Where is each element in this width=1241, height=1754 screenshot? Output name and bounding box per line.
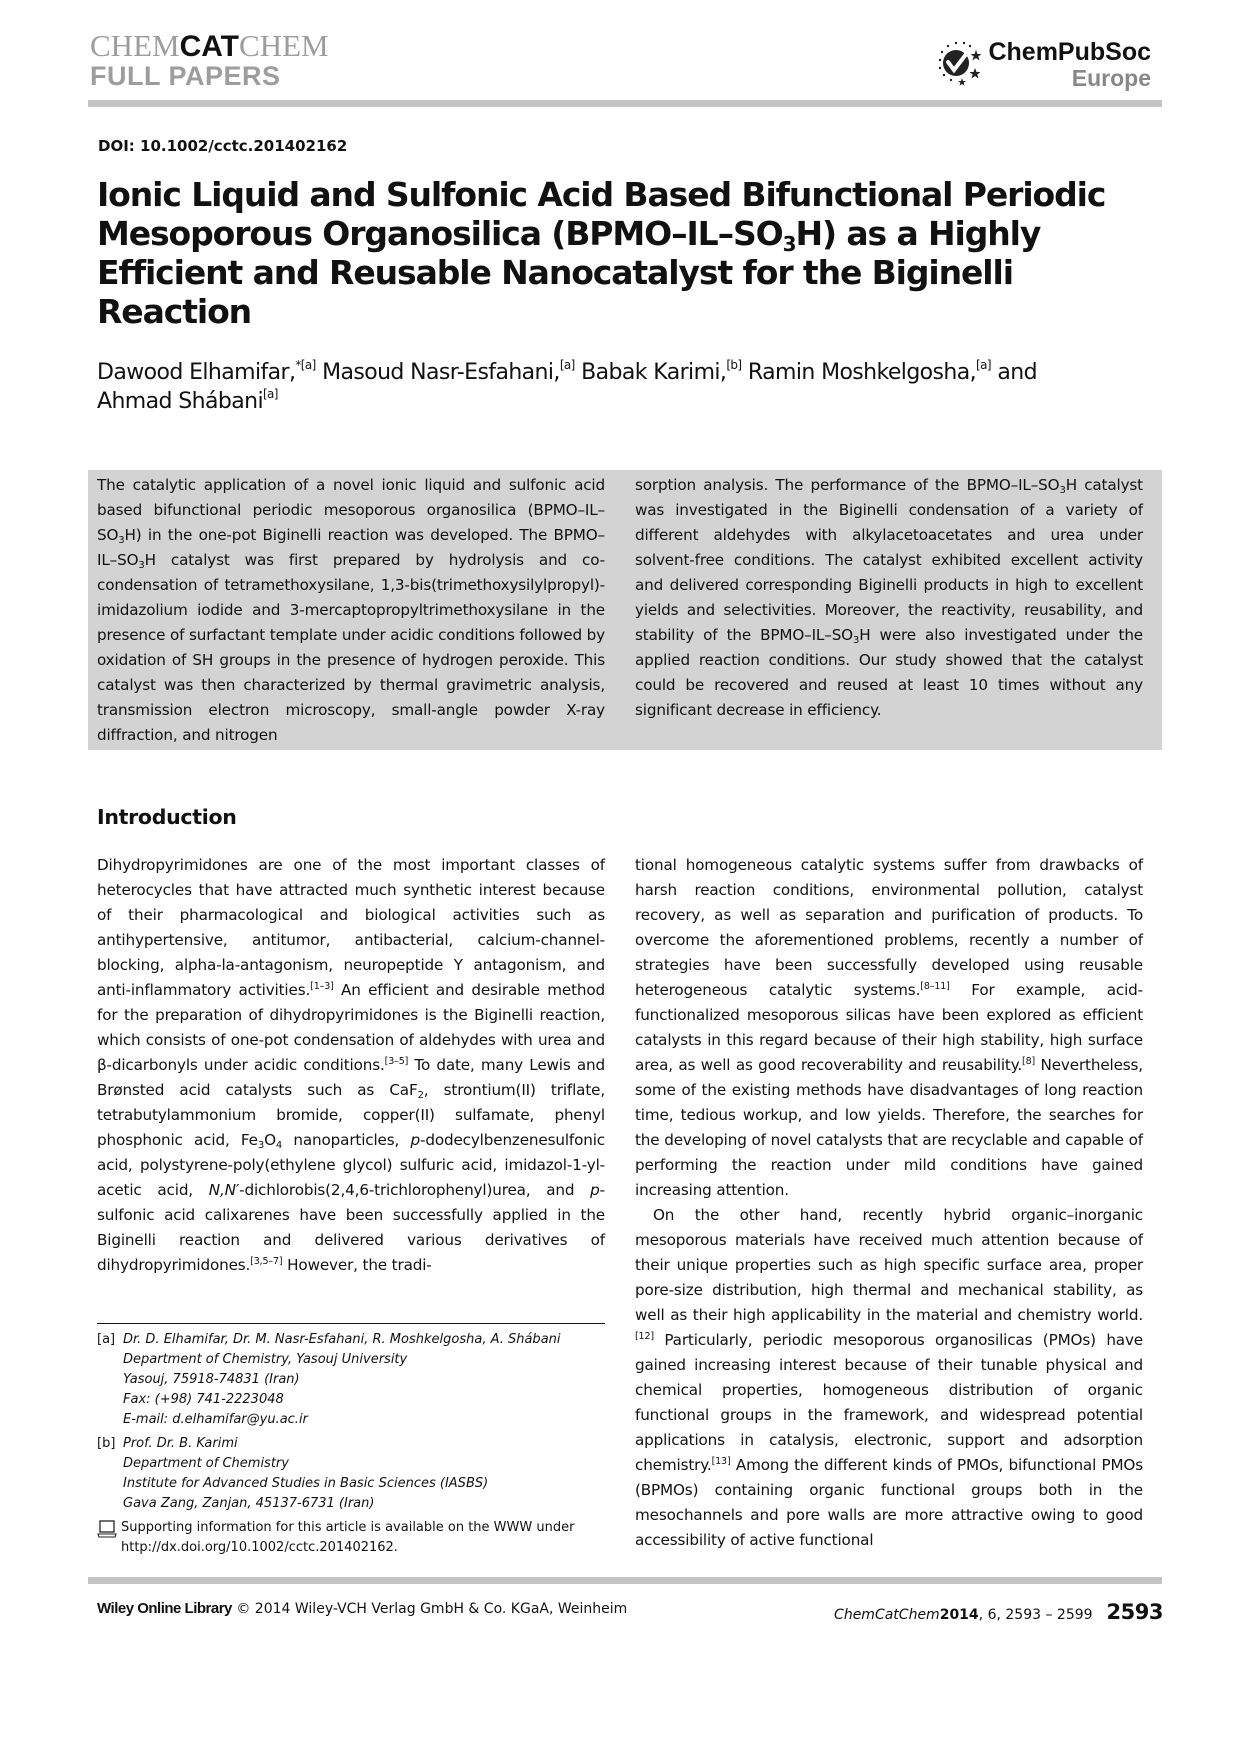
title-line: H) as a Highly [795,214,1041,253]
footer-copyright [97,1600,627,1617]
citation-link[interactable]: [13] [711,1456,731,1467]
wiley-online-library-link[interactable]: Wiley Online Library [97,1600,232,1617]
body-text: Particularly, periodic mesoporous organosilicas (PMOs) have gained increasing interest because of their tunable physical and chemical properties, homogeneous distribution of organic functional groups in the framework, and widespread potential applications in catalysis, electronic, support and adsorption chemistry. [635,1331,1143,1474]
year: 2014 [939,1607,979,1623]
body-text: -dodecylbenzenesulfonic acid, polystyrene-poly(ethylene glycol) sulfuric acid, imidazol-1-yl-acetic acid, [97,1131,605,1199]
body-text: On the other hand, recently hybrid organic–inorganic mesoporous materials have received much attention because of their unique properties such as high specific surface area, proper pore-size distribution, high thermal and mechanical stability, as well as their high applicability in the material and chemistry world. [635,1206,1143,1324]
author-list [97,358,1177,416]
paragraph [635,1203,1143,1553]
title-subscript: 3 [782,232,796,256]
publisher-logo [936,40,1151,90]
page-number: 2593 [1106,1600,1163,1624]
body-text: , strontium(II) triflate, tetrabutylammonium bromide, copper(II) sulfamate, phenyl phosphonic acid, Fe [97,1081,605,1149]
subscript: 3 [852,635,860,646]
citation-link[interactable]: [3,5–7] [250,1256,283,1267]
citation-link[interactable]: [3–5] [384,1056,409,1067]
subscript: 4 [275,1140,283,1151]
abstract-text: H) in the one-pot Biginelli reaction was developed. The BPMO–IL–SO [97,526,605,569]
email-link[interactable]: E-mail: d.elhamifar@yu.ac.ir [123,1412,308,1427]
title-line: Mesoporous Organosilica (BPMO–IL–SO [97,214,783,253]
subscript: 3 [118,535,125,546]
italic-text: p [410,1131,420,1149]
title-line: Ionic Liquid and Sulfonic Acid Based Bifunctional Periodic [97,175,1106,214]
affiliation-line: Department of Chemistry, Yasouj University [123,1352,408,1367]
affiliation-line: Department of Chemistry [123,1456,289,1471]
abstract-text: The catalytic application of a novel ionic liquid and sulfonic acid based bifunctional periodic mesoporous organosilica (BPMO–IL–SO [97,476,605,544]
body-text: For example, acid-functionalized mesoporous silicas have been explored as efficient catalysts in this regard because of their high stability, high surface area, as well as good recoverability and reusability. [635,981,1143,1074]
abstract-text: H were also investigated under the applied reaction conditions. Our study showed that the catalyst could be recovered and reused at least 10 times without any significant decrease in efficiency. [635,626,1143,719]
checkmark-stars-logo-icon [936,40,984,86]
citation-link[interactable]: [1–3] [310,981,334,992]
subscript: 3 [257,1140,265,1151]
italic-text: N,N′ [208,1181,240,1199]
abstract-right-column [635,473,1143,723]
body-text: nanoparticles, [282,1131,411,1149]
body-text: Among the different kinds of PMOs, bifunctional PMOs (BPMOs) containing organic functional groups both in the mesochannels and pore walls are more attractive owing to good accessibility of active functional [635,1456,1143,1549]
author-affiliation-mark: [a] [559,358,575,372]
affiliation-line: Yasouj, 75918-74831 (Iran) [123,1372,300,1387]
affiliation-line: Gava Zang, Zanjan, 45137-6731 (Iran) [123,1496,375,1511]
section-label: FULL PAPERS [90,61,281,91]
affiliation-footnotes [97,1330,617,1558]
title-line: Efficient and Reusable Nanocatalyst for the Biginelli [97,253,1013,292]
citation-link[interactable]: [8–11] [920,981,950,992]
abstract-text: sorption analysis. The performance of the BPMO–IL–SO [635,476,1060,494]
body-text: O [264,1131,276,1149]
supporting-info-note [97,1518,617,1558]
body-text: -sulfonic acid calixarenes have been successfully applied in the Biginelli reaction and delivered various derivatives of dihydropyrimidones. [97,1181,605,1274]
body-text: Nevertheless, some of the existing methods have disadvantages of long reaction time, tedious workup, and low yields. Therefore, the searches for the developing of novel catalysts that are recyclable and capable of performing the reaction under mild conditions have gained increasing attention. [635,1056,1143,1199]
author-name: Babak Karimi, [581,360,727,385]
supporting-info-text [121,1518,574,1558]
brand-part-chem2: CHEM [239,28,329,63]
abstract-text: H catalyst was first prepared by hydrolysis and co-condensation of tetramethoxysilane, 1,3-bis(trimethoxysilylpropyl)-imidazolium iodide and 3-mercaptopropyltrimethoxysilane in the presence of surfactant template under acidic conditions followed by oxidation of SH groups in the presence of hydrogen peroxide. This catalyst was then characterized by thermal gravimetric analysis, transmission electron microscopy, small-angle powder X-ray diffraction, and nitrogen [97,551,605,744]
paragraph [97,853,605,1278]
affiliation-line: Institute for Advanced Studies in Basic Sciences (IASBS) [123,1476,489,1491]
citation-link[interactable]: [8] [1022,1056,1036,1067]
affiliation-line: Fax: (+98) 741-2223048 [123,1392,284,1407]
body-text: -dichlorobis(2,4,6-trichlorophenyl)urea, and [239,1181,591,1199]
supporting-info-link[interactable]: http://dx.doi.org/10.1002/cctc.201402162. [121,1540,398,1555]
author-name: Ramin Moshkelgosha, [747,360,977,385]
section-heading-introduction: Introduction [97,805,237,829]
doi: DOI: 10.1002/cctc.201402162 [98,137,348,155]
body-text: An efficient and desirable method for the preparation of dihydropyrimidones is the Biginelli reaction, which consists of one-pot condensation of aldehydes with urea and β-dicarbonyls under acidic conditions. [97,981,605,1074]
author-conjunction: and [997,360,1037,385]
author-affiliation-mark: [b] [726,358,742,372]
publisher-name-line2: Europe [1071,65,1151,91]
affiliation-label: [a] [97,1332,116,1347]
affiliation-b [97,1434,617,1514]
laptop-icon [97,1518,121,1558]
body-text: Dihydropyrimidones are one of the most important classes of heterocycles that have attracted much synthetic interest because of their pharmacological and biological activities such as antihypertensive, antitumor, antibacterial, calcium-channel-blocking, alpha-la-antagonism, neuropeptide Y antagonism, and anti-inflammatory activities. [97,856,605,999]
body-right-column [635,853,1143,1553]
author-name: Masoud Nasr-Esfahani, [322,360,560,385]
footnote-divider [97,1323,605,1324]
body-text: However, the tradi- [282,1256,432,1274]
affiliation-line: Dr. D. Elhamifar, Dr. M. Nasr-Esfahani, R. Moshkelgosha, A. Shábani [123,1332,561,1347]
journal-name [90,30,329,62]
brand-part-chem: CHEM [90,28,180,63]
body-left-column [97,853,605,1278]
article-title [97,175,1177,331]
paragraph [635,853,1143,1203]
footer-divider [88,1577,1162,1584]
footer-citation [834,1600,1163,1624]
header-divider [88,100,1162,107]
subscript: 3 [138,560,145,571]
subscript: 3 [1059,485,1066,496]
author-name: Ahmad Shábani [97,389,263,414]
affiliation-body [123,1330,561,1430]
affiliation-label: [b] [97,1436,116,1451]
volume-pages: , 6, 2593 – 2599 [978,1607,1093,1623]
journal-abbrev: ChemCatChem [834,1607,940,1623]
supporting-info-line: Supporting information for this article is available on the WWW under [121,1520,575,1535]
author-affiliation-mark: *[a] [295,358,316,372]
publisher-name-line1: ChemPubSoc [988,38,1151,66]
copyright-text: © 2014 Wiley-VCH Verlag GmbH & Co. KGaA, Weinheim [231,1601,628,1617]
author-affiliation-mark: [a] [262,387,278,401]
body-text: To date, many Lewis and Brønsted acid catalysts such as CaF [97,1056,605,1099]
affiliation-body [123,1434,488,1514]
citation-link[interactable]: [12] [635,1331,654,1342]
title-line: Reaction [97,292,252,331]
journal-brand [90,30,329,90]
affiliation-line: Prof. Dr. B. Karimi [123,1436,238,1451]
abstract-left-column [97,473,605,748]
body-text: tional homogeneous catalytic systems suffer from drawbacks of harsh reaction conditions, environmental pollution, catalyst recovery, as well as separation and purification of products. To overcome the aforementioned problems, recently a number of strategies have been successfully developed using reusable heterogeneous catalytic systems. [635,856,1143,999]
affiliation-a [97,1330,617,1430]
italic-text: p [590,1181,600,1199]
author-name: Dawood Elhamifar, [97,360,296,385]
publisher-name [988,40,1151,90]
author-affiliation-mark: [a] [976,358,991,372]
subscript: 2 [417,1090,424,1101]
abstract-text: H catalyst was investigated in the Biginelli condensation of a variety of different aldehydes with alkylacetoacetates and urea under solvent-free conditions. The catalyst exhibited excellent activity and delivered corresponding Biginelli products in high to excellent yields and selectivities. Moreover, the reactivity, reusability, and stability of the BPMO–IL–SO [635,476,1143,644]
brand-part-cat: CAT [179,30,240,63]
